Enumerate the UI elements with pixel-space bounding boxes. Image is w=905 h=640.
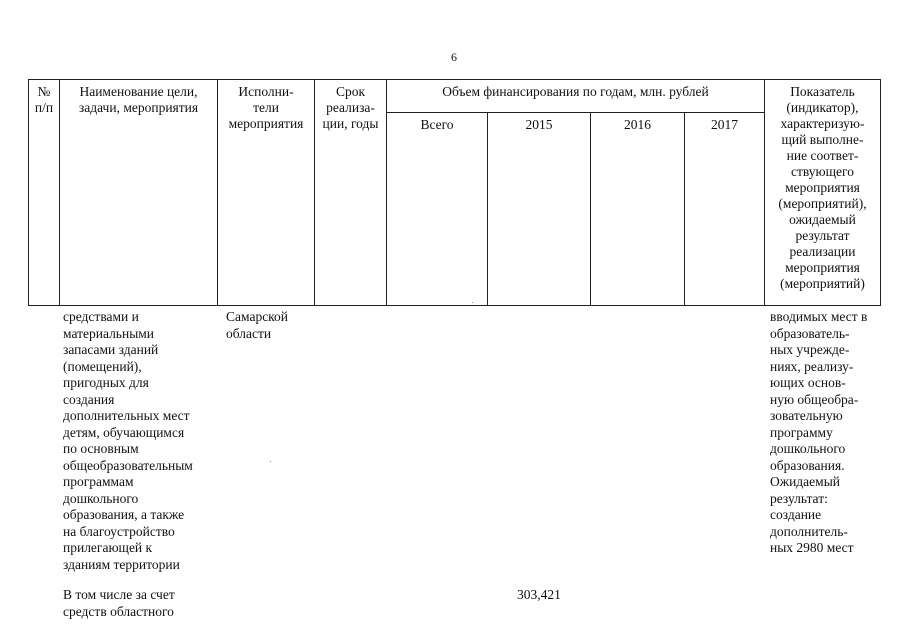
table-header [28,79,881,306]
header-col-name: Наименование цели, задачи, мероприятия [59,79,217,306]
header-col-number: № п/п [28,79,59,306]
row-indicator-text: вводимых мест в образователь- ных учрежде- ниях, реализу- ющих основ- ную общеобра- зовательную программу дошкольного образования. Ожидаемый результат: создание дополнитель- ных 2980 мест [770,309,868,555]
scan-speck [472,302,473,303]
subrow-label: В том числе за счет средств областного [63,587,175,619]
row-executor-text: Самарской области [226,309,289,341]
header-col-total: Всего [386,112,487,306]
header-col-executors: Исполни- тели мероприятия [217,79,314,306]
header-col-term: Срок реализа- ции, годы [314,79,386,306]
subrow-total-value: 303,421 [517,587,561,602]
header-col-2017: 2017 [684,112,764,306]
header-col-funding: Объем финансирования по годам, млн. рублей [386,79,764,112]
page-number: 6 [451,50,457,64]
header-col-2016: 2016 [590,112,684,306]
header-col-2015: 2015 [487,112,590,306]
header-col-indicator: Показатель (индикатор), характеризую- щий выполне- ние соответ- ствующего мероприятия (мероприятий), ожидаемый результат реализации мероприятия (мероприятий) [764,79,881,306]
scan-speck [270,461,271,462]
row-name-text: средствами и материальными запасами зданий (помещений), пригодных для создания дополнительных мест детям, обучающимся по основным общеобразовательным программам дошкольного образования, а также на благоустройство прилегающей к зданиям территории [63,309,193,572]
